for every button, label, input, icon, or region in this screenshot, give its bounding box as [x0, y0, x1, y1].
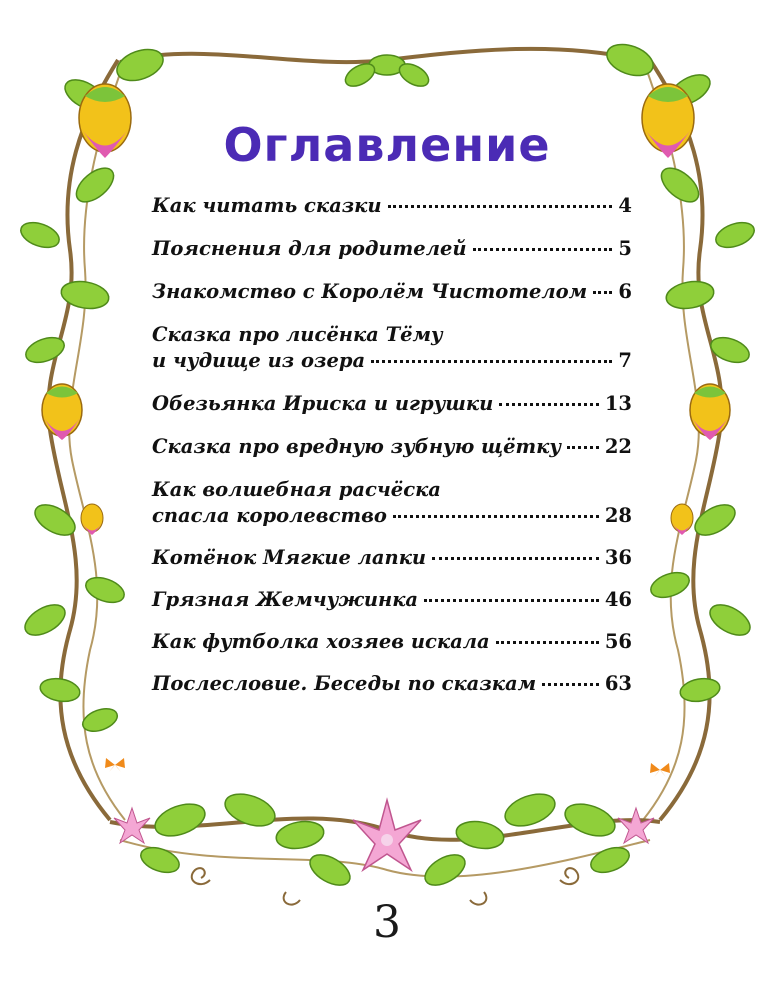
toc-page-number: 28	[604, 504, 632, 527]
toc-page-number: 36	[604, 546, 632, 569]
dot-leader	[371, 360, 612, 363]
toc-entry-title: Послесловие. Беседы по сказкам	[152, 672, 537, 695]
toc-page-number: 46	[604, 588, 632, 611]
toc-entry-title: Знакомство с Королём Чистотелом	[152, 280, 588, 303]
toc-entry-title: Обезьянка Ириска и игрушки	[152, 392, 494, 415]
toc-entry-title: Как читать сказки	[152, 194, 382, 217]
toc-entry-title: Грязная Жемчужинка	[152, 588, 419, 611]
page-title: Оглавление	[223, 118, 551, 172]
toc-entry	[152, 629, 632, 655]
toc-entry	[152, 193, 632, 219]
dot-leader	[393, 515, 599, 518]
page-number: 3	[373, 897, 401, 948]
toc-entry-title: Как футболка хозяев искала	[152, 630, 490, 653]
toc-entry-title: Пояснения для родителей	[152, 237, 467, 260]
toc-entry-title: Котёнок Мягкие лапки	[152, 546, 427, 569]
toc-entry-title: спасла королевство	[152, 504, 387, 527]
toc-entry	[152, 391, 632, 417]
table-of-contents	[152, 193, 632, 697]
toc-entry	[152, 322, 632, 374]
toc-entry	[152, 545, 632, 571]
toc-page-number: 7	[618, 349, 632, 372]
dot-leader	[593, 291, 612, 294]
butterflies	[105, 758, 670, 777]
toc-page-number: 63	[604, 672, 632, 695]
toc-entry	[152, 236, 632, 262]
toc-page-number: 22	[604, 435, 632, 458]
dot-leader	[432, 557, 599, 560]
dot-leader	[567, 446, 599, 449]
toc-page-number: 13	[604, 392, 632, 415]
toc-entry-title: Как волшебная расчёска	[152, 478, 441, 501]
toc-entry-title: и чудище из озера	[152, 349, 366, 372]
dot-leader	[388, 205, 613, 208]
dot-leader	[499, 403, 599, 406]
dot-leader	[542, 683, 599, 686]
toc-entry-title: Сказка про лисёнка Тёму	[152, 323, 443, 346]
dot-leader	[424, 599, 599, 602]
toc-entry	[152, 477, 632, 529]
dot-leader	[496, 641, 599, 644]
dot-leader	[473, 248, 613, 251]
toc-entry	[152, 671, 632, 697]
toc-entry	[152, 587, 632, 613]
toc-page-number: 56	[604, 630, 632, 653]
toc-page-number: 6	[618, 280, 632, 303]
toc-page-number: 5	[618, 237, 632, 260]
toc-entry	[152, 434, 632, 460]
toc-entry-title: Сказка про вредную зубную щётку	[152, 435, 562, 458]
toc-entry	[152, 279, 632, 305]
toc-page-number: 4	[618, 194, 632, 217]
